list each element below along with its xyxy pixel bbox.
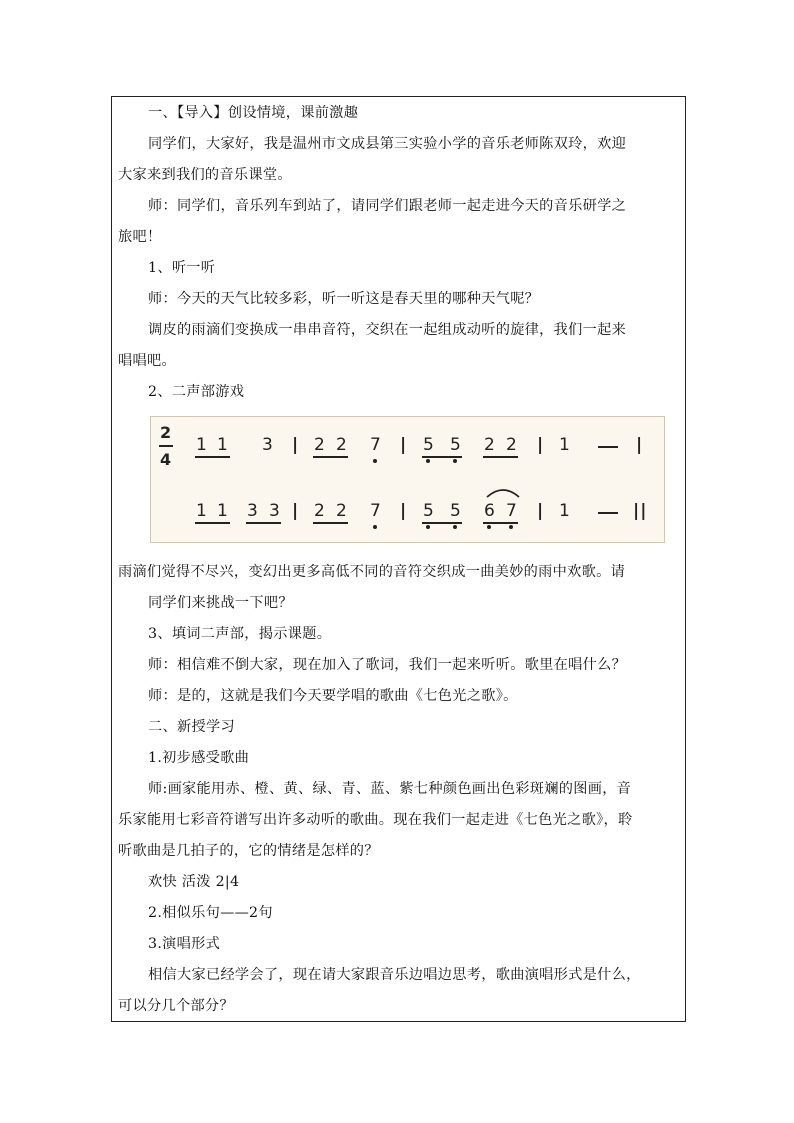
barline: | xyxy=(292,501,299,521)
subheading-phrases: 2.相似乐句——2句 xyxy=(148,905,273,921)
note: 3 xyxy=(247,501,258,521)
low-octave-dot xyxy=(426,525,430,529)
answer-line: 欢快 活泼 2|4 xyxy=(148,874,240,890)
paragraph-line: 师：是的，这就是我们今天要学唱的歌曲《七色光之歌》。 xyxy=(148,688,518,704)
note: 7 xyxy=(506,501,517,521)
note: 2 xyxy=(484,435,495,455)
note: 2 xyxy=(314,435,325,455)
paragraph-line: 师：同学们，音乐列车到站了，请同学们跟老师一起走进今天的音乐研学之 xyxy=(148,198,627,214)
subheading-listen: 1、听一听 xyxy=(148,260,216,276)
paragraph-line: 大家来到我们的音乐课堂。 xyxy=(118,167,292,183)
extension-dash xyxy=(598,512,618,514)
note: 5 xyxy=(423,435,434,455)
paragraph-line: 师：今天的天气比较多彩，听一听这是春天里的哪种天气呢？ xyxy=(148,291,540,307)
time-signature-top: 2 xyxy=(160,423,172,442)
note: 3 xyxy=(269,501,280,521)
beat-underline xyxy=(313,456,348,458)
note: 1 xyxy=(217,501,228,521)
note: 5 xyxy=(450,435,461,455)
section-heading-new-learning: 二、新授学习 xyxy=(148,719,235,735)
barline: | xyxy=(537,501,544,521)
barline: | xyxy=(400,435,407,455)
beat-underline xyxy=(483,456,518,458)
beat-underline xyxy=(195,456,230,458)
barline: | xyxy=(292,435,299,455)
note: 5 xyxy=(423,501,434,521)
low-octave-dot xyxy=(453,525,457,529)
subheading-lyrics: 3、填词二声部，揭示课题。 xyxy=(148,626,332,642)
beat-underline xyxy=(483,522,518,524)
paragraph-line: 师:画家能用赤、橙、黄、绿、青、蓝、紫七种颜色画出色彩斑斓的图画，音 xyxy=(148,781,632,797)
slur-arc xyxy=(485,485,521,499)
note: 1 xyxy=(196,435,207,455)
beat-underline xyxy=(195,522,230,524)
beat-underline xyxy=(313,522,348,524)
note: 6 xyxy=(484,501,495,521)
low-octave-dot xyxy=(509,525,513,529)
note: 2 xyxy=(336,501,347,521)
time-signature-bottom: 4 xyxy=(160,450,172,469)
low-octave-dot xyxy=(373,525,377,529)
note: 3 xyxy=(262,435,273,455)
barline: | xyxy=(636,435,643,455)
paragraph-line: 同学们，大家好，我是温州市文成县第三实验小学的音乐老师陈双玲，欢迎 xyxy=(148,136,627,152)
extension-dash xyxy=(598,446,618,448)
paragraph-line: 调皮的雨滴们变换成一串串音符，交织在一起组成动听的旋律，我们一起来 xyxy=(148,322,627,338)
paragraph-line: 听歌曲是几拍子的，它的情绪是怎样的？ xyxy=(118,843,379,859)
note: 1 xyxy=(559,501,570,521)
subheading-performance: 3.演唱形式 xyxy=(148,936,221,952)
low-octave-dot xyxy=(453,459,457,463)
paragraph-line: 雨滴们觉得不尽兴，变幻出更多高低不同的音符交织成一曲美妙的雨中欢歌。请 xyxy=(118,564,626,580)
section-heading-intro: 一、【导入】创设情境，课前激趣 xyxy=(148,105,359,121)
beat-underline xyxy=(422,456,462,458)
subheading-two-part-game: 2、二声部游戏 xyxy=(148,384,245,400)
paragraph-line: 相信大家已经学会了，现在请大家跟音乐边唱边思考，歌曲演唱形式是什么， xyxy=(148,967,641,983)
paragraph-line: 师：相信难不倒大家，现在加入了歌词，我们一起来听听。歌里在唱什么？ xyxy=(148,657,627,673)
barline: | xyxy=(400,501,407,521)
note: 5 xyxy=(450,501,461,521)
barline: | xyxy=(537,435,544,455)
time-signature-line xyxy=(159,445,173,447)
note: 1 xyxy=(217,435,228,455)
subheading-feel-song: 1.初步感受歌曲 xyxy=(148,750,250,766)
note: 2 xyxy=(336,435,347,455)
note: 1 xyxy=(196,501,207,521)
low-octave-dot xyxy=(487,525,491,529)
beat-underline xyxy=(422,522,462,524)
numbered-music-score xyxy=(150,416,665,543)
low-octave-dot xyxy=(373,459,377,463)
paragraph-line: 同学们来挑战一下吧？ xyxy=(148,595,293,611)
note: 2 xyxy=(506,435,517,455)
note: 7 xyxy=(370,435,381,455)
beat-underline xyxy=(246,522,281,524)
paragraph-line: 旅吧！ xyxy=(118,229,162,245)
paragraph-line: 唱唱吧。 xyxy=(118,353,176,369)
final-barline: || xyxy=(633,501,648,521)
low-octave-dot xyxy=(426,459,430,463)
note: 1 xyxy=(559,435,570,455)
paragraph-line: 乐家能用七彩音符谱写出许多动听的歌曲。现在我们一起走进《七色光之歌》，聆 xyxy=(118,812,633,828)
note: 7 xyxy=(370,501,381,521)
paragraph-line: 可以分几个部分？ xyxy=(118,998,234,1014)
note: 2 xyxy=(314,501,325,521)
